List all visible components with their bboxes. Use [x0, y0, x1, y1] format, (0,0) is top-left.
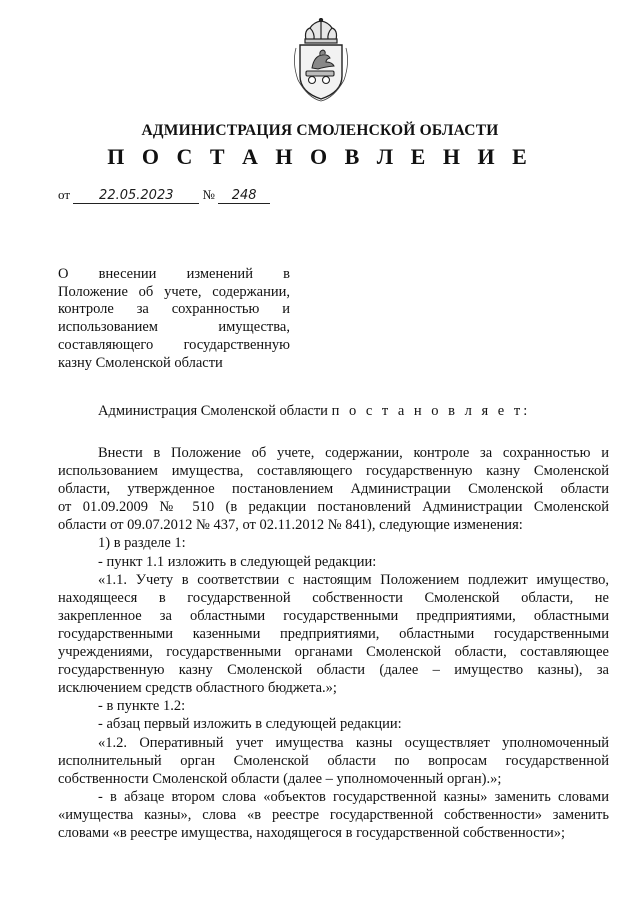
body-text-line: собственности Смоленской области (далее – уполномоченный орган).»;	[58, 770, 502, 787]
subject-line: использованием имущества,	[58, 319, 290, 336]
handwritten-date: 22.05.2023	[73, 188, 199, 204]
document-subject	[58, 266, 290, 372]
body-text-line: - абзац первый изложить в следующей редакции:	[98, 716, 402, 733]
intro-text: Администрация Смоленской области	[98, 403, 328, 419]
document-body	[58, 444, 609, 842]
body-text-line: области от 09.07.2012 № 437, от 02.11.2012 № 841), следующие изменения:	[58, 517, 523, 534]
body-text-line: «1.1. Учету в соответствии с настоящим Положением подлежит имущество,	[98, 571, 609, 588]
smolensk-coat-of-arms-icon	[290, 18, 352, 102]
intro-line	[98, 403, 530, 420]
body-text-line: - пункт 1.1 изложить в следующей редакции:	[98, 553, 377, 570]
body-text-line: использованием имущества, составляющего государственную казну Смоленской	[58, 463, 609, 480]
date-prefix: от	[58, 187, 71, 202]
intro-decision-word: п о с т а н о в л я е т:	[331, 403, 531, 419]
body-text-line: государственными казенными предприятиями, областными государственными	[58, 625, 609, 642]
number-label: №	[202, 187, 215, 202]
subject-line: О внесении изменений в	[58, 266, 290, 282]
body-text-line: 1) в разделе 1:	[98, 535, 186, 552]
subject-line: составляющего государственную	[58, 336, 290, 353]
subject-line: Положение об учете, содержании,	[58, 283, 290, 300]
body-text-line: исполнительный орган Смоленской области по вопросам государственной	[58, 752, 609, 769]
body-text-line: словами «в реестре имущества, находящегося в государственной собственности»;	[58, 824, 566, 841]
body-text-line: «1.2. Оперативный учет имущества казны осуществляет уполномоченный	[98, 734, 609, 751]
subject-line: контроле за сохранностью и	[58, 301, 290, 318]
body-text-line: исключением средств областного бюджета.»;	[58, 680, 337, 697]
body-text-line: государственную казну Смоленской области (далее – имущество казны), за	[58, 662, 609, 679]
body-text-line: от 01.09.2009 № 510 (в редакции постановлений Администрации Смоленской	[58, 499, 609, 516]
document-type-title: П О С Т А Н О В Л Е Н И Е	[107, 144, 533, 169]
body-text-line: Внести в Положение об учете, содержании, контроле за сохранностью и	[98, 445, 609, 461]
date-number-line	[58, 187, 270, 204]
body-text-line: - в абзаце втором слова «объектов государственной казны» заменить словами	[98, 788, 609, 805]
body-text-line: закрепленное за областными государственными предприятиями, областными	[58, 607, 609, 624]
body-text-line: находящееся в государственной собственности Смоленской области, не	[58, 589, 609, 606]
subject-line: казну Смоленской области	[58, 354, 223, 371]
body-text-line: учреждениями, государственными органами Смоленской области, составляющее	[58, 644, 609, 661]
body-text-line: «имущества казны», слова «в реестре государственной собственности» заменить	[58, 806, 609, 823]
handwritten-number: 248	[218, 188, 270, 204]
body-text-line: - в пункте 1.2:	[98, 698, 186, 715]
body-text-line: области, утвержденное постановлением Администрации Смоленской области	[58, 481, 609, 498]
organization-name: АДМИНИСТРАЦИЯ СМОЛЕНСКОЙ ОБЛАСТИ	[141, 122, 499, 139]
